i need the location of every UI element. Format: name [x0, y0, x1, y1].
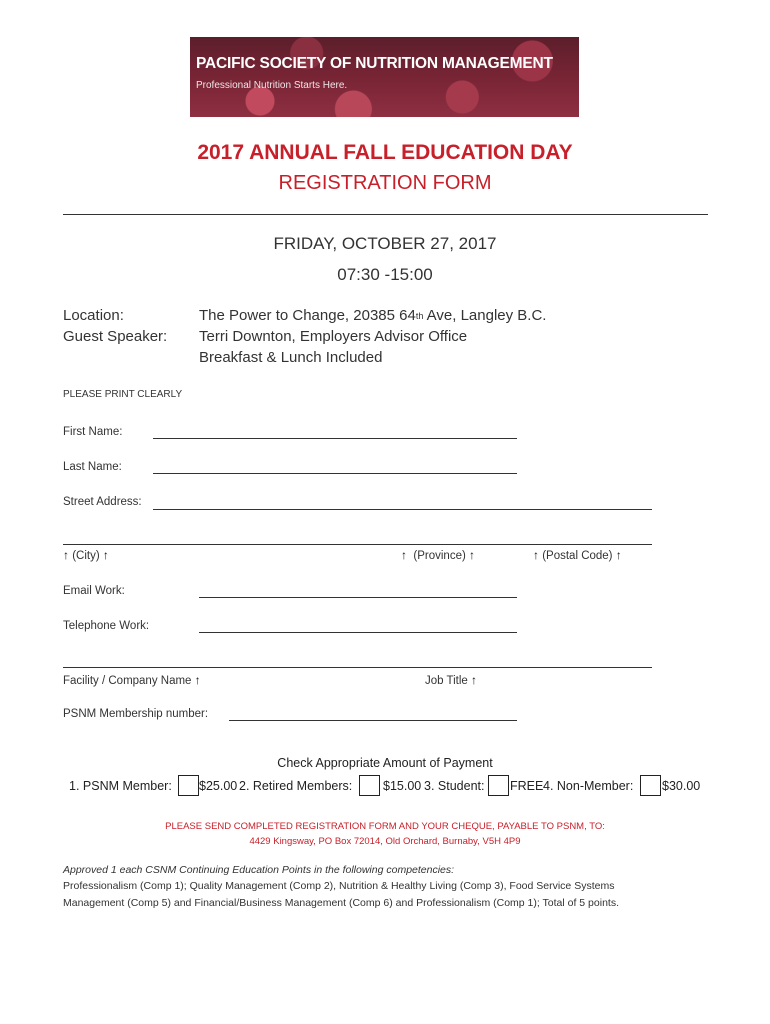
last-name-field[interactable]: [153, 473, 517, 474]
postal-label: (Postal Code): [542, 550, 613, 562]
location-text-end: Ave, Langley B.C.: [423, 307, 547, 324]
telephone-label: Telephone Work:: [63, 620, 150, 632]
option-psnm-price: $25.00: [199, 779, 238, 793]
membership-field[interactable]: [229, 720, 517, 721]
option-student-label: 3. Student:: [424, 779, 485, 793]
send-instructions: PLEASE SEND COMPLETED REGISTRATION FORM AND YOUR CHEQUE, PAYABLE TO PSNM, TO:: [165, 821, 605, 832]
payment-heading: Check Appropriate Amount of Payment: [277, 756, 493, 770]
email-label: Email Work:: [63, 585, 125, 597]
psnm-member-checkbox[interactable]: [178, 775, 199, 796]
option-nonmember-price: $30.00: [662, 779, 701, 793]
location-value: [199, 307, 546, 324]
job-caption: [425, 673, 477, 687]
credits-line-2: Management (Comp 5) and Financial/Business Management (Comp 6) and Professionalism (Comp 1); Total of 5 points.: [63, 897, 619, 909]
student-checkbox[interactable]: [488, 775, 509, 796]
city-province-postal-field[interactable]: [63, 544, 652, 545]
option-retired-label: 2. Retired Members:: [239, 779, 353, 793]
option-retired-price: $15.00: [383, 779, 422, 793]
job-title-label: Job Title: [425, 675, 468, 687]
speaker-value: Terri Downton, Employers Advisor Office: [199, 328, 468, 345]
province-label: (Province): [413, 550, 466, 562]
up-arrow-icon: ↑: [63, 548, 69, 562]
banner-tagline: Professional Nutrition Starts Here.: [196, 80, 348, 91]
up-arrow-icon: ↑: [401, 548, 407, 562]
page-subtitle: REGISTRATION FORM: [278, 172, 492, 194]
option-psnm-label: 1. PSNM Member:: [69, 779, 172, 793]
speaker-label: Guest Speaker:: [63, 328, 168, 345]
up-arrow-icon: ↑: [194, 673, 201, 687]
up-arrow-icon: ↑: [533, 548, 539, 562]
credits-intro: Approved 1 each CSNM Continuing Education Points in the following competencies:: [63, 864, 455, 876]
print-clearly-note: PLEASE PRINT CLEARLY: [63, 389, 183, 400]
option-student-price: FREE: [510, 779, 544, 793]
city-caption: [63, 548, 109, 562]
location-label: Location:: [63, 307, 124, 324]
membership-label: PSNM Membership number:: [63, 708, 209, 720]
street-address-field[interactable]: [153, 509, 652, 510]
banner-title: PACIFIC SOCIETY OF NUTRITION MANAGEMENT: [196, 55, 553, 72]
credits-line-1: Professionalism (Comp 1); Quality Management (Comp 2), Nutrition & Healthy Living (Comp 3), Food Service Systems: [63, 880, 615, 892]
location-text: The Power to Change, 20385 64: [199, 307, 416, 324]
event-time: 07:30 -15:00: [337, 265, 433, 284]
non-member-checkbox[interactable]: [640, 775, 661, 796]
first-name-label: First Name:: [63, 426, 123, 438]
header-banner: [190, 37, 579, 117]
title-divider: [63, 214, 708, 215]
last-name-label: Last Name:: [63, 461, 122, 473]
location-superscript: th: [415, 311, 424, 321]
page-title: 2017 ANNUAL FALL EDUCATION DAY: [197, 141, 573, 164]
email-field[interactable]: [199, 597, 517, 598]
telephone-field[interactable]: [199, 632, 517, 633]
option-nonmember-label: 4. Non-Member:: [543, 779, 634, 793]
postal-caption: [533, 548, 622, 562]
up-arrow-icon: ↑: [615, 548, 622, 562]
company-label: Facility / Company Name: [63, 675, 192, 687]
company-caption: [63, 673, 201, 687]
mailing-address: 4429 Kingsway, PO Box 72014, Old Orchard, Burnaby, V5H 4P9: [249, 836, 521, 847]
meals-note: Breakfast & Lunch Included: [199, 349, 383, 366]
company-job-field[interactable]: [63, 667, 652, 668]
up-arrow-icon: ↑: [471, 673, 478, 687]
street-address-label: Street Address:: [63, 496, 142, 508]
retired-member-checkbox[interactable]: [359, 775, 380, 796]
city-label: (City): [72, 550, 100, 562]
up-arrow-icon: ↑: [102, 548, 109, 562]
up-arrow-icon: ↑: [469, 548, 475, 562]
province-caption: [401, 548, 475, 562]
event-date: FRIDAY, OCTOBER 27, 2017: [273, 234, 497, 253]
first-name-field[interactable]: [153, 438, 517, 439]
